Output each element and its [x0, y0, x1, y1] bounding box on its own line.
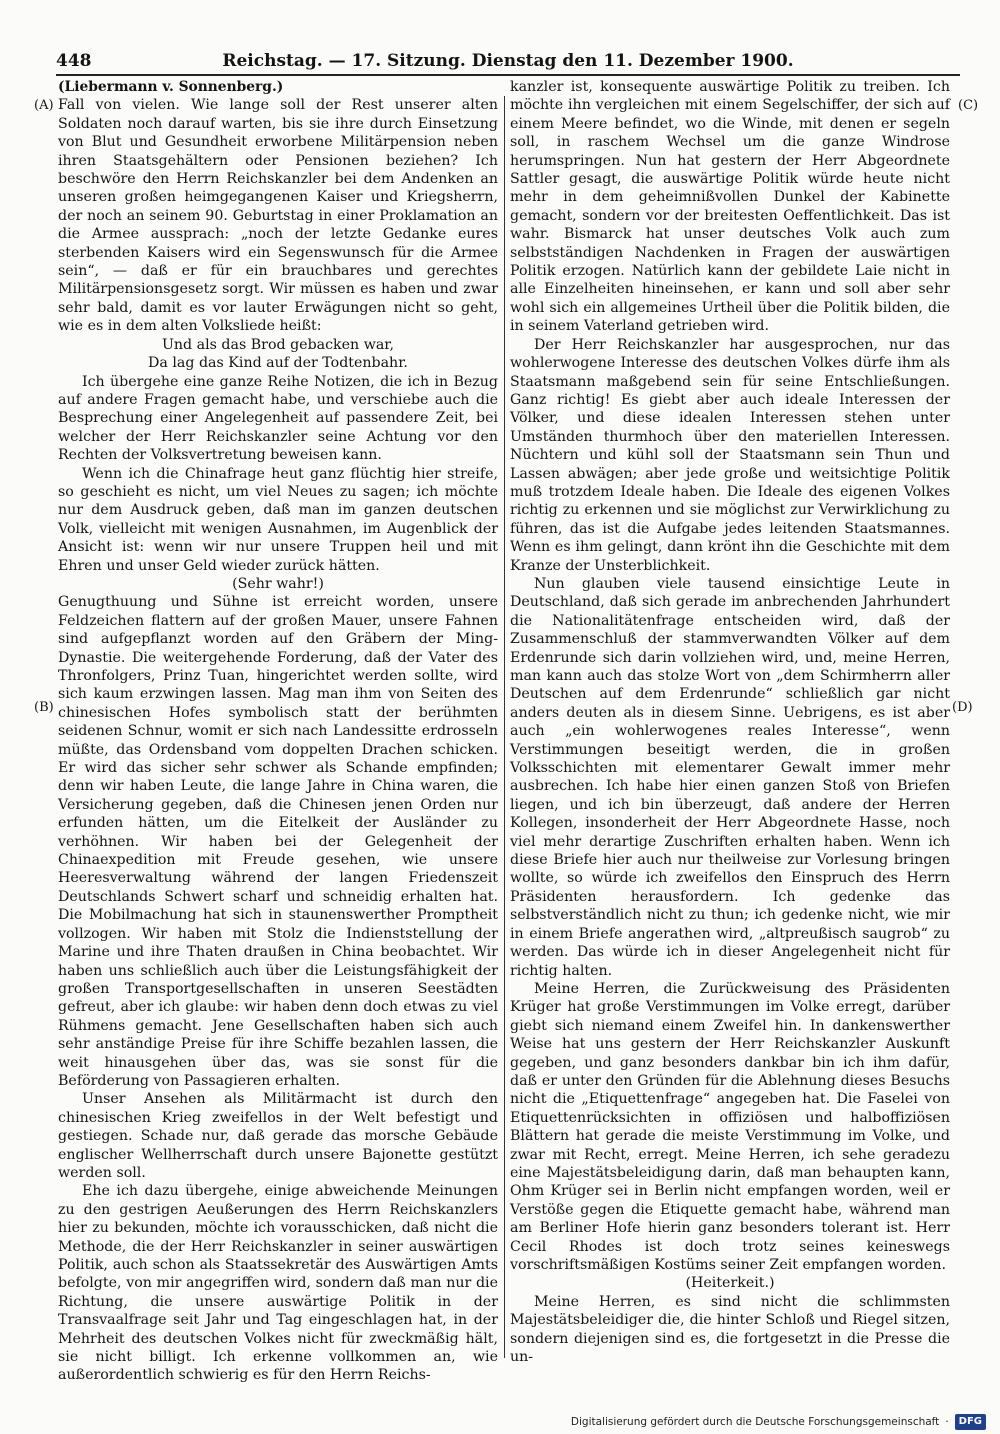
paragraph: Ehe ich dazu übergehe, einige abweichende Meinungen zu den gestrigen Aeußerungen des Herrn Reichskanzlers hier zu bekunden, möchte ich vorausschicken, daß nicht die Methode, die der Herr Reichskanzler in seiner auswärtigen Politik, auch schon als Staatssekretär des Auswärtigen Amts befolgte, von mir angegriffen wird, sondern daß man nur die Richtung, die unsere auswärtige Politik in der Transvaalfrage seit Jahr und Tag eingeschlagen hat, in der Mehrheit des deutschen Volkes nicht für zweckmäßig hält, sie nicht billigt. Ich erkenne vollkommen an, wie außerordentlich schwierig es für den Herrn Reichs-: [58, 1183, 498, 1384]
paragraph: Fall von vielen. Wie lange soll der Rest unserer alten Soldaten noch darauf warten, bis sie ihre durch Einsetzung von Blut und Gesundheit erworbene Militärpension neben ihren Staatsgehältern oder Pensionen beziehen? Ich beschwöre den Herrn Reichskanzler bei dem Andenken an unseren großen heimgegangenen Kaiser und Kriegsherrn, der noch an seinem 90. Geburtstag in einer Proklamation an die Armee aussprach: „noch der letzte Gedanke eures sterbenden Kaisers wird ein Segenswunsch für die Armee sein“, — daß er für ein brauchbares und gerechtes Militärpensionsgesetz sorgt. Wir müssen es haben und zwar sehr bald, damit es vor lauter Erwägungen nicht so geht, wie es in dem alten Volksliede heißt:: [58, 97, 498, 335]
paragraph: Der Herr Reichskanzler har ausgesprochen, nur das wohlerwogene Interesse des deutschen Volkes dürfe ihm als Staatsmann maßgebend sein für seine Entschließungen. Ganz richtig! Es giebt aber auch ideale Interessen der Völker, und diese idealen Interessen stehen unter Umständen thurmhoch über den materiellen Interessen. Nüchtern und kühl soll der Staatsmann sein Thun und Lassen abwägen; aber jede große und weitsichtige Politik muß trotzdem Ideale haben. Die Ideale des eigenen Volkes richtig zu erkennen und sie möglichst zur Verwirklichung zu führen, das ist die Aufgabe jedes leitenden Staatsmannes. Wenn es ihm gelingt, dann krönt ihn die Geschichte mit dem Kranze der Unsterblichkeit.: [510, 336, 950, 574]
verse-quote: [58, 336, 498, 373]
running-head: Reichstag. — 17. Sitzung. Dienstag den 11. Dezember 1900.: [222, 51, 794, 71]
paragraph: Ich übergehe eine ganze Reihe Notizen, die ich in Bezug auf andere Fragen gemacht habe, und verschiebe auch die Besprechung einer Angelegenheit auf passendere Zeit, bei welcher der Herr Reichskanzler seine Achtung vor den Rechten der Volksvertretung beweisen kann.: [58, 373, 498, 464]
digitization-credit: Digitalisierung gefördert durch die Deutsche Forschungsgemeinschaft · DFG: [571, 1413, 986, 1431]
page-header: [56, 48, 960, 74]
header-rule: [56, 74, 960, 76]
left-column: [58, 78, 498, 1384]
audience-reaction: (Heiterkeit.): [685, 1275, 775, 1292]
paragraph: kanzler ist, konsequente auswärtige Politik zu treiben. Ich möchte ihn vergleichen mit einem Segelschiffer, der sich auf einem Meere befindet, wo die Winde, mit denen er segeln soll, in raschem Wechsel um die ganze Windrose herumspringen. Nun hat gestern der Herr Abgeordnete Sattler gesagt, die auswärtige Politik würde heute nicht mehr in dem geheimnißvollen Dunkel der Kabinette gemacht, sondern vor der breitesten Oeffentlichkeit. Das ist wahr. Bismarck hat unser deutsches Volk auch zum selbstständigen Nachdenken in Fragen der auswärtigen Politik erzogen. Natürlich kann der gebildete Laie nicht in alle Einzelheiten hineinsehen, er kann und soll aber sehr wohl sich ein allgemeines Urtheil über die Politik bilden, die in seinem Vaterland getrieben wird.: [510, 79, 950, 335]
column-divider: [504, 96, 505, 1358]
speaker-name: (Liebermann v. Sonnenberg.): [58, 79, 284, 95]
dfg-logo: DFG: [955, 1414, 986, 1430]
paragraph: Meine Herren, es sind nicht die schlimmsten Majestätsbeleidiger die, die hinter Schloß und Riegel sitzen, sondern diejenigen sind es, die fortgesetzt in die Presse die un-: [510, 1293, 950, 1366]
margin-marker-b: (B): [34, 700, 54, 715]
verse-line: Da lag das Kind auf der Todtenbahr.: [148, 355, 408, 372]
margin-marker-d: (D): [952, 700, 973, 715]
credit-text: Digitalisierung gefördert durch die Deutsche Forschungsgemeinschaft: [570, 1416, 940, 1428]
page-number: 448: [56, 51, 92, 71]
margin-marker-c: (C): [958, 98, 979, 113]
paragraph: Unser Ansehen als Militärmacht ist durch den chinesischen Krieg zweifellos in der Welt befestigt und gestiegen. Schade nur, daß gerade das morsche Gebäude englischer Wellherrschaft durch unsere Bajonette gestützt werden soll.: [58, 1091, 498, 1181]
paragraph: Wenn ich die Chinafrage heut ganz flüchtig hier streife, so geschieht es nicht, um viel Neues zu sagen; ich möchte nur dem Ausdruck geben, daß man im ganzen deutschen Volk, vielleicht mit wenigen Ausnahmen, im Augenblick der Ansicht ist: wenn wir nur unsere Truppen heil und mit Ehren und unser Geld wieder zurück hätten.: [58, 465, 498, 574]
right-column: [510, 78, 950, 1374]
paragraph: Genugthuung und Sühne ist erreicht worden, unsere Feldzeichen flattern auf der großen Mauer, unsere Fahnen sind aufgepflanzt worden auf den Gräbern der Ming-Dynastie. Die weitergehende Forderung, daß der Vater des Thronfolgers, Prinz Tuan, hingerichtet werden sollte, wird sich kaum erzwingen lassen. Mag man ihm von Seiten des chinesischen Hofes symbolisch statt der berühmten seidenen Schnur, womit er sich nach Landessitte erdrosseln müßte, das Ordensband vom doppelten Drachen schicken. Er wird das sicher sehr schwer als Schande empfinden; denn wir haben Leute, die lange Jahre in China waren, die Versicherung gegeben, daß die Chinesen jenen Orden nur erfunden hätten, um die Eitelkeit der Ausländer zu verhöhnen. Wir haben bei der Gelegenheit der Chinaexpedition mit Freude gesehen, wie unsere Heeresverwaltung während der langen Friedenszeit Deutschlands Schwert scharf und schneidig erhalten hat. Die Mobilmachung hat sich in staunenswerther Promptheit vollzogen. Wir haben mit Stolz die Indienststellung der Marine und ihre Thaten draußen in China beobachtet. Wir haben uns schließlich auch über die Leistungsfähigkeit der großen Transportgesellschaften in unseren Seestädten gefreut, aber ich glaube: wir haben denn doch etwas zu viel Rühmens gemacht. Jene Gesellschaften haben sich auch sehr anständige Preise für ihre Schiffe bezahlen lassen, die weit hinausgehen über das, was sie sonst für die Beförderung von Passagieren erhalten.: [58, 594, 498, 1089]
audience-reaction: (Sehr wahr!): [232, 575, 324, 592]
paragraph: Nun glauben viele tausend einsichtige Leute in Deutschland, daß sich gerade im anbrechenden Jahrhundert die Nationalitätenfrage entscheiden wird, daß der Zusammenschluß der stammverwandten Völker auf dem Erdenrunde sich darin vollziehen wird, und, meine Herren, man kann auch das stolze Wort von „dem Schirmherrn aller Deutschen auf dem Erdenrunde“ schließlich gar nicht anders deuten als in diesem Sinne. Uebrigens, es ist aber auch „ein wohlerwogenes reales Interesse“, wenn Verstimmungen beseitigt werden, die in großen Volksschichten mit elementarer Gewalt immer mehr ausbrechen. Ich habe hier einen ganzen Stoß von Briefen liegen, und ich bin überzeugt, daß andere der Herren Kollegen, insonderheit der Herr Abgeordnete Hasse, noch viel mehr derartige Zuschriften erhalten haben. Wenn ich diese Briefe hier auch nur theilweise zur Vorlesung bringen wollte, so würde ich zweifellos den Einspruch des Herrn Präsidenten herausfordern. Ich gedenke das selbstverständlich nicht zu thun; ich gedenke nicht, wie mir in einem Briefe angerathen wird, „altpreußisch saugrob“ zu werden. Das würde ich in dieser Angelegenheit nicht für richtig halten.: [510, 575, 950, 979]
margin-marker-a: (A): [34, 98, 54, 113]
paragraph: Meine Herren, die Zurückweisung des Präsidenten Krüger hat große Verstimmungen im Volke erregt, darüber giebt sich niemand einem Zweifel hin. In dankenswerther Weise hat uns gestern der Herr Reichskanzler Auskunft gegeben, und ganz besonders dankbar bin ich ihm dafür, daß er unter den Gründen für die Ablehnung dieses Besuchs nicht die „Etiquettenfrage“ angegeben hat. Die Faselei von Etiquettenrücksichten in offiziösen und halboffiziösen Blättern hat gerade die meiste Verstimmung im Volke, und zwar mit Recht, erregt. Meine Herren, ich sehe geradezu eine Majestätsbeleidigung darin, daß man behaupten kann, Ohm Krüger sei in Berlin nicht empfangen worden, weil er Verstöße gegen die Etiquette gemacht habe, während man am Berliner Hofe hierin ganz besonders tolerant ist. Herr Cecil Rhodes ist doch trotz seines keineswegs vorschriftsmäßigen Kostüms seiner Zeit empfangen worden.: [510, 980, 950, 1273]
verse-line: Und als das Brod gebacken war,: [161, 336, 395, 353]
